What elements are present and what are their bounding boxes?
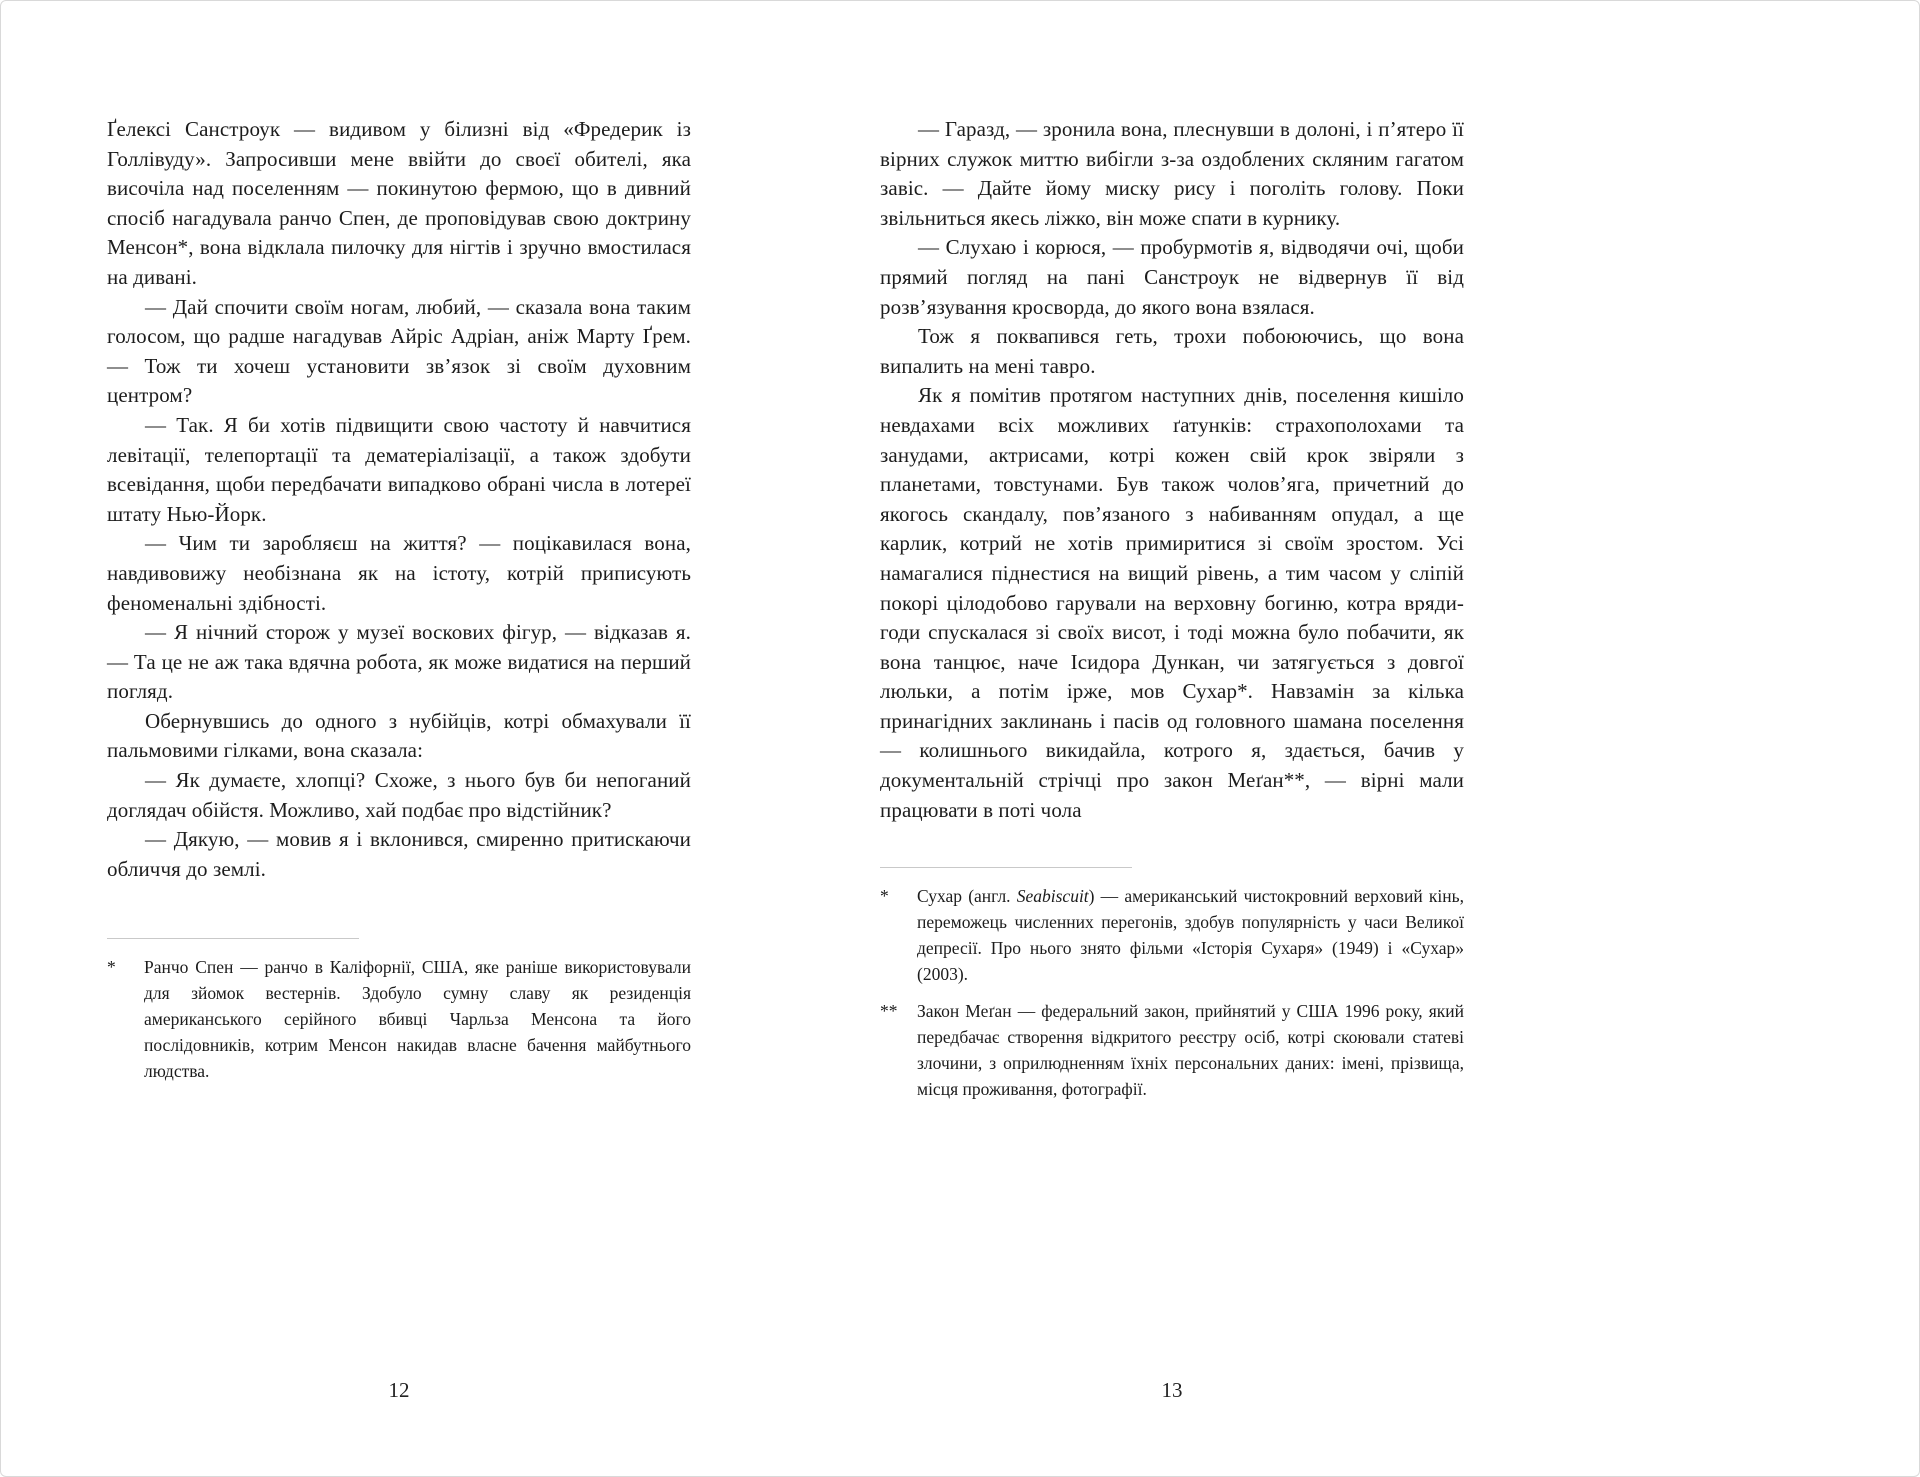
- paragraph: — Гаразд, — зронила вона, плеснувши в долоні, і п’ятеро її вірних служок миттю вибігли з-за оздоблених скляним гагатом завіс. — Дайте йому миску рису і поголіть голову. Поки звільниться якесь ліжко, він може спати в курнику.: [880, 117, 1464, 230]
- right-page-footnote-block: [880, 867, 1464, 1102]
- right-page-footnotes: [880, 884, 1464, 1102]
- footnote-marker: *: [107, 957, 116, 978]
- page-number-right: 13: [1161, 1378, 1183, 1402]
- paragraph: Ґелексі Санстроук — видивом у білизні від «Фредерик із Голлівуду». Запросивши мене ввійти до своєї обителі, яка височіла над поселенням — покинутою фермою, що в дивний спосіб нагадувала ранчо Спен, де проповідував свою доктрину Менсон*, вона відклала пилочку для нігтів і зручно вмостилася на дивані.: [107, 117, 691, 289]
- footnote-text: Сухар (англ. Seabiscuit) — американський чистокровний верховий кінь, переможець численних перегонів, здобув популярність у часи Великої депресії. Про нього знято фільми «Історія Сухаря» (1949) і «Сухар» (2003).: [917, 886, 1464, 984]
- footnote-separator: [107, 938, 359, 939]
- footnote: [880, 884, 1464, 987]
- paragraph: — Слухаю і корюся, — пробурмотів я, відводячи очі, щоби прямий погляд на пані Санстроук не відвернув її від розв’язування кросворда, до якого вона взялася.: [880, 235, 1464, 319]
- paragraph: — Дякую, — мовив я і вклонився, смиренно притискаючи обличчя до землі.: [107, 827, 691, 881]
- left-page: [107, 115, 691, 1096]
- footnote: [107, 955, 691, 1084]
- paragraph: — Дай спочити своїм ногам, любий, — сказала вона таким голосом, що радше нагадував Айріс Адріан, аніж Марту Ґрем. — Тож ти хочеш установити зв’язок зі своїм духовним центром?: [107, 294, 691, 408]
- paragraph: — Так. Я би хотів підвищити свою частоту й навчитися левітації, телепортації та дематеріалізації, а також здобути всевідання, щоби передбачати випадково обрані числа в лотереї штату Нью-Йорк.: [107, 412, 691, 526]
- left-page-footnotes: [107, 955, 691, 1084]
- paragraph: Як я помітив протягом наступних днів, поселення кишіло невдахами всіх можливих ґатунків: страхополохами та занудами, актрисами, котрі кожен свій крок звіряли з планетами, товстунами. Був також чолов’яга, причетний до якогось скандалу, пов’язаного з набиванням опудал, а ще карлик, котрий не хотів примиритися зі своїм зростом. Усі намагалися піднестися на вищий рівень, а тим часом у сліпій покорі цілодобово гарували на верховну богиню, котра вряди-годи спускалася зі своїх висот, і тоді можна було побачити, як вона танцює, наче Ісидора Дункан, чи затягується з довгої люльки, а потім ірже, мов Сухар*. Навзамін за кілька принагідних заклинань і пасів од головного шамана поселення — колишнього викидайла, котрого я, здається, бачив у документальній стрічці про закон Меґан**, — вірні мали працювати в поті чола: [880, 383, 1464, 822]
- footnote-text: Закон Меґан — федеральний закон, прийнятий у США 1996 року, який передбачає створення відкритого реєстру осіб, котрі скоювали статеві злочини, з оприлюдненням їхніх персональних даних: імені, прізвища, місця проживання, фотографії.: [917, 1001, 1464, 1099]
- left-page-footnote-block: [107, 938, 691, 1084]
- footnote-separator: [880, 867, 1132, 868]
- paragraph: — Я нічний сторож у музеї воскових фігур, — відказав я. — Та це не аж така вдячна робота, як може видатися на перший погляд.: [107, 620, 691, 704]
- left-page-body-text: [107, 115, 691, 884]
- footnote-marker: *: [880, 886, 889, 907]
- page-number-left: 12: [388, 1378, 410, 1402]
- right-page: [880, 115, 1464, 1115]
- footnote-text: Ранчо Спен — ранчо в Каліфорнії, США, яке раніше використовували для зйомок вестернів. Здобуло сумну славу як резиденція американського серійного вбивці Чарльза Менсона та його послідовників, котрим Менсон накидав власне бачення майбутнього людства.: [144, 957, 691, 1081]
- footnote-marker: **: [880, 1001, 898, 1022]
- paragraph: Тож я поквапився геть, трохи побоюючись, що вона випалить на мені тавро.: [880, 324, 1464, 378]
- paragraph: — Як думаєте, хлопці? Схоже, з нього був би непоганий доглядач обійстя. Можливо, хай подбає про відстійник?: [107, 768, 691, 822]
- paragraph: — Чим ти заробляєш на життя? — поцікавилася вона, навдивовижу необізнана як на істоту, котрій приписують феноменальні здібності.: [107, 531, 691, 615]
- paragraph: Обернувшись до одного з нубійців, котрі обмахували її пальмовими гілками, вона сказала:: [107, 708, 691, 763]
- footnote: [880, 999, 1464, 1102]
- right-page-body-text: [880, 115, 1464, 825]
